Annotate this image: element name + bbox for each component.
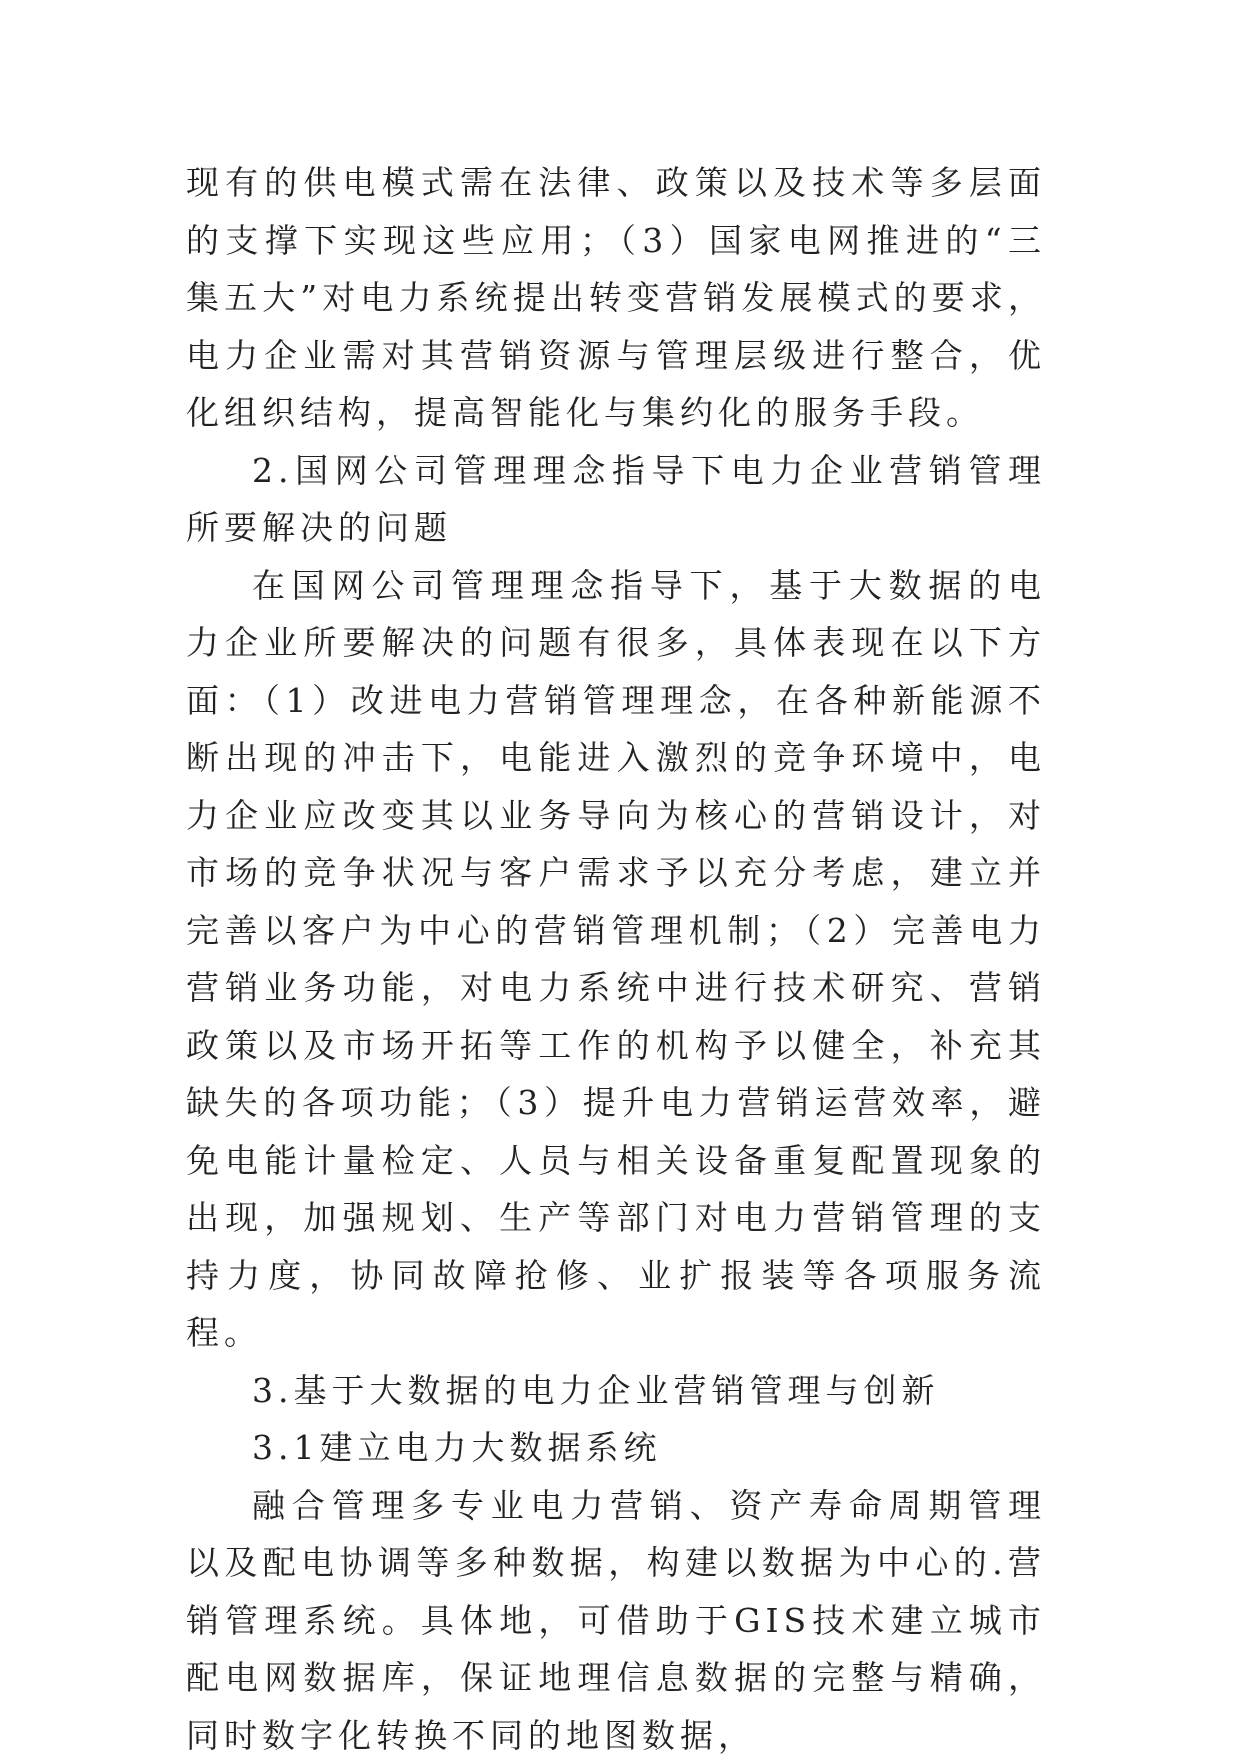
paragraph-problems: 在国网公司管理理念指导下，基于大数据的电力企业所要解决的问题有很多，具体表现在以下方面：（1）改进电力营销管理理念，在各种新能源不断出现的冲击下，电能进入激烈的竞争环境中，电力企业应改变其以业务导向为核心的营销设计，对市场的竞争状况与客户需求予以充分考虑，建立并完善以客户为中心的营销管理机制；（2）完善电力营销业务功能，对电力系统中进行技术研究、营销政策以及市场开拓等工作的机构予以健全，补充其缺失的各项功能；（3）提升电力营销运营效率，避免电能计量检定、人员与相关设备重复配置现象的出现，加强规划、生产等部门对电力营销管理的支持力度，协同故障抢修、业扩报装等各项服务流程。 <box>186 557 1046 1362</box>
heading-section-2: 2.国网公司管理理念指导下电力企业营销管理所要解决的问题 <box>186 442 1046 557</box>
document-body <box>186 154 1046 1764</box>
paragraph-supply-mode: 现有的供电模式需在法律、政策以及技术等多层面的支撑下实现这些应用；（3）国家电网推进的“三集五大”对电力系统提出转变营销发展模式的要求，电力企业需对其营销资源与管理层级进行整合，优化组织结构，提高智能化与集约化的服务手段。 <box>186 154 1046 442</box>
heading-section-3: 3.基于大数据的电力企业营销管理与创新 <box>186 1362 1046 1420</box>
heading-section-3-1: 3.1建立电力大数据系统 <box>186 1419 1046 1477</box>
paragraph-big-data-system: 融合管理多专业电力营销、资产寿命周期管理以及配电协调等多种数据，构建以数据为中心的.营销管理系统。具体地，可借助于GIS技术建立城市配电网数据库，保证地理信息数据的完整与精确，同时数字化转换不同的地图数据， <box>186 1477 1046 1764</box>
